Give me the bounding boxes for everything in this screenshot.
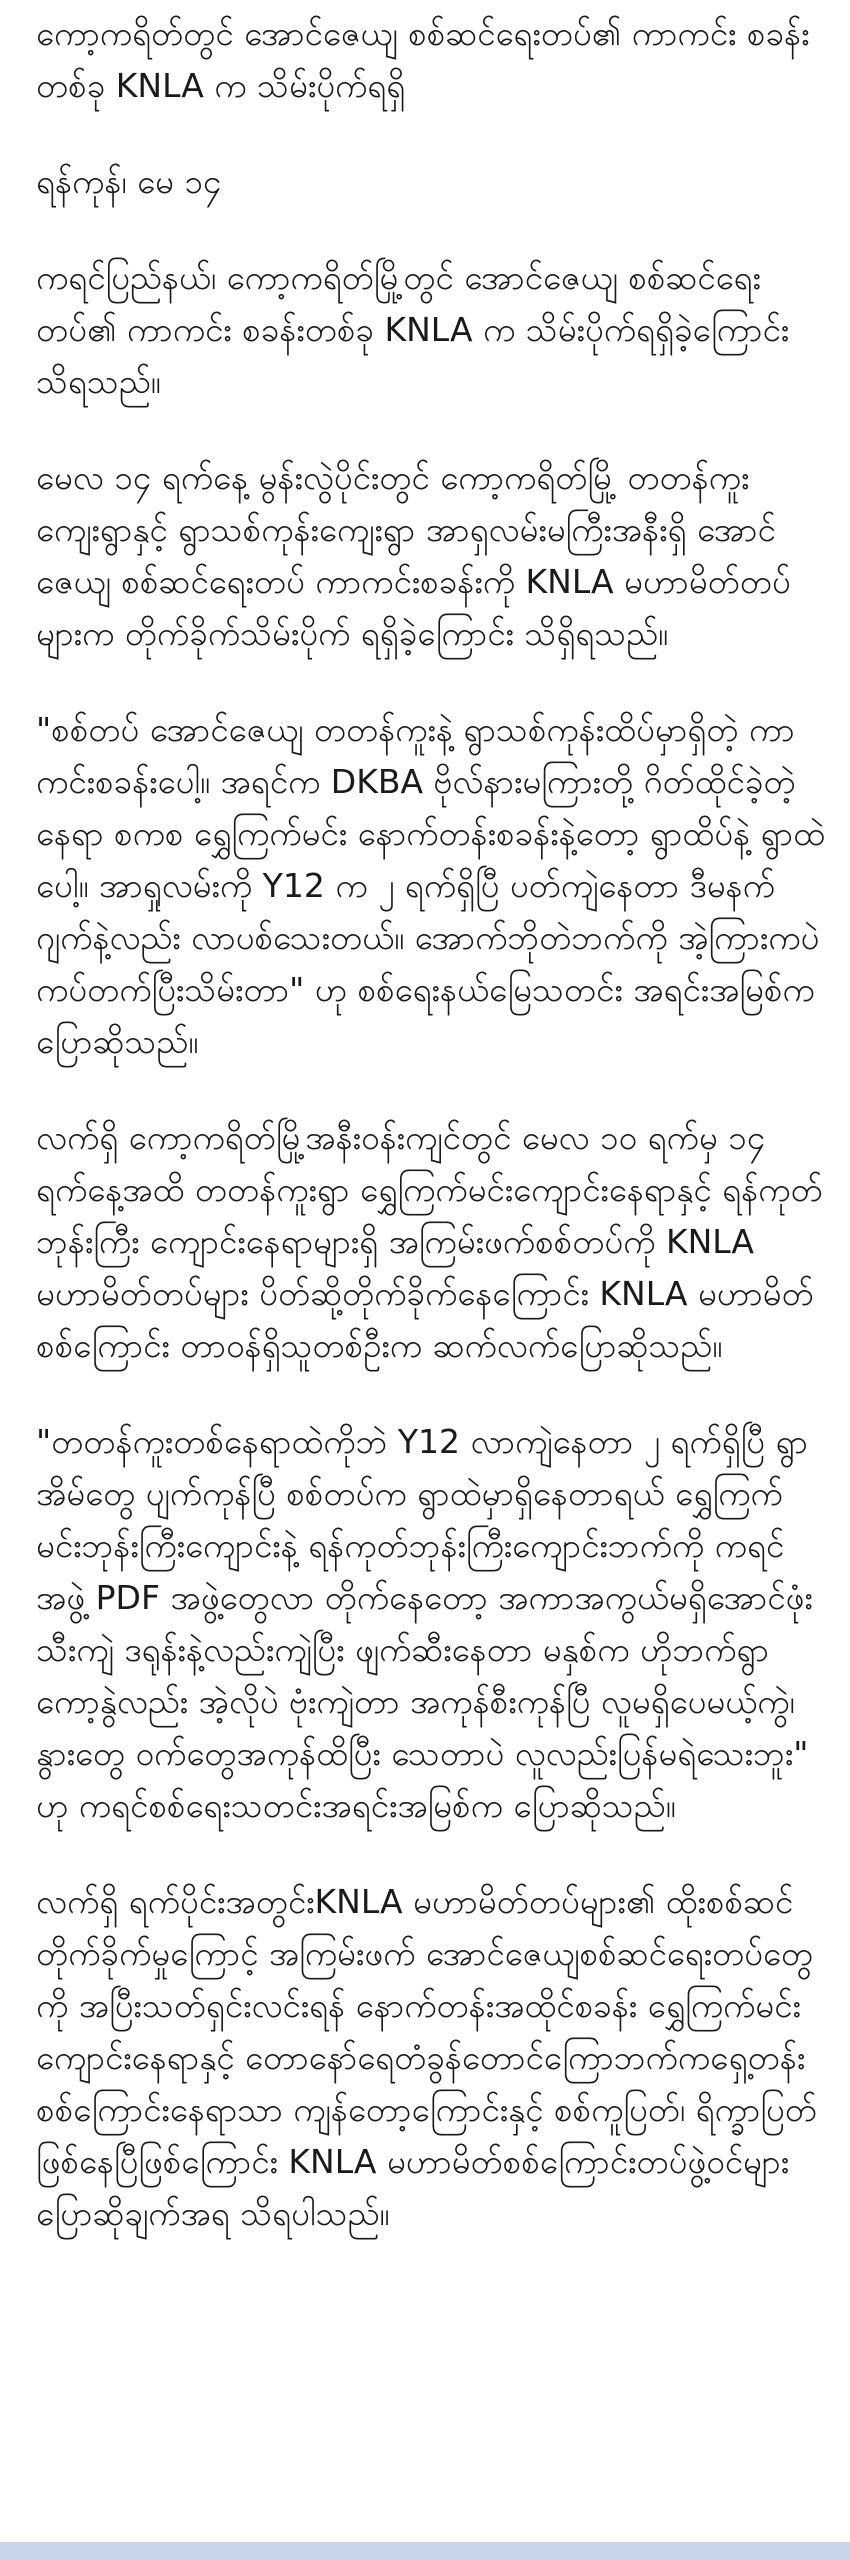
paragraph-2: မေလ ၁၄ ရက်နေ့ မွန်းလွဲပိုင်းတွင် ကော့ကရိတ်မြို့ တတန်ကူးကျေးရွာနှင့် ရွာသစ်ကုန်းကျေးရွာ အာရှလမ်းမကြီးအနီးရှိ အောင်ဇေယျ စစ်ဆင်ရေးတပ် ကာကင်းစခန်းကို KNLA မဟာမိတ်တပ်များက တိုက်ခိုက်သိမ်းပိုက် ရရှိခဲ့ကြောင်း သိရှိရသည်။ — [36, 458, 791, 653]
paragraph-4: လက်ရှိ ကော့ကရိတ်မြို့အနီးဝန်းကျင်တွင် မေလ ၁၀ ရက်မှ ၁၄ ရက်နေ့အထိ တတန်ကူးရွာ ရွှေကြက်မင်းကျောင်းနေရာနှင့် ရန်ကုတ်ဘုန်းကြီး ကျောင်းနေရာများရှိ အကြမ်းဖက်စစ်တပ်ကို KNLA မဟာမိတ်တပ်များ ပိတ်ဆို့တိုက်ခိုက်နေကြောင်း KNLA မဟာမိတ် စစ်ကြောင်း တာဝန်ရှိသူတစ်ဦးက ဆက်လက်ပြောဆိုသည်။ — [36, 1118, 823, 1365]
bottom-bar — [0, 2542, 850, 2560]
news-article — [36, 8, 826, 2284]
paragraph-5-quote: "တတန်ကူးတစ်နေရာထဲကိုဘဲ Y12 လာကျဲနေတာ ၂ ရက်ရှိပြီ ရွာအိမ်တွေ ပျက်ကုန်ပြီ စစ်တပ်က ရွာထဲမှာရှိနေတာရယ် ရွှေကြက်မင်းဘုန်းကြီးကျောင်းနဲ့ ရန်ကုတ်ဘုန်းကြီးကျောင်းဘက်ကို ကရင်အဖွဲ့ PDF အဖွဲ့တွေလာ တိုက်နေတော့ အကာအကွယ်မရှိအောင်ဖုံးသီးကျဲ ဒရုန်းနဲ့လည်းကျဲပြီး ဖျက်ဆီးနေတာ မနှစ်က ဟိုဘက်ရွာကော့နွဲလည်း အဲ့လိုပဲ ဗုံးကျဲတာ အကုန်စီးကုန်ပြီ လူမရှိပေမယ့်ကွဲ၊ နွားတွေ ဝက်တွေအကုန်ထိပြီး သေတာပဲ လူလည်းပြန်မရဲသေးဘူး" ဟု ကရင်စစ်ရေးသတင်းအရင်းအမြစ်က ပြောဆိုသည်။ — [36, 1422, 813, 1825]
paragraph-3-quote: "စစ်တပ် အောင်ဇေယျ တတန်ကူးနဲ့ ရွာသစ်ကုန်းထိပ်မှာရှိတဲ့ ကာကင်းစခန်းပေါ့။ အရင်က DKBA ဗိုလ်နားမကြားတို့ ဂိတ်ထိုင်ခဲ့တဲ့နေရာ စကစ ရွှေကြက်မင်း နောက်တန်းစခန်းနဲ့တော့ ရွာထိပ်နဲ့ ရွာထဲပေါ့။ အာရှုလမ်းကို Y12 က ၂ ရက်ရှိပြီ ပတ်ကျဲနေတာ ဒီမနက် ဂျက်နဲ့လည်း လာပစ်သေးတယ်။ အောက်ဘိုတဲဘက်ကို အဲ့ကြားကပဲ ကပ်တက်ပြီးသိမ်းတာ" ဟု စစ်ရေးနယ်မြေသတင်း အရင်းအမြစ်က ပြောဆိုသည်။ — [36, 710, 826, 1061]
paragraph-1: ကရင်ပြည်နယ်၊ ကော့ကရိတ်မြို့တွင် အောင်ဇေယျ စစ်ဆင်ရေးတပ်၏ ကာကင်း စခန်းတစ်ခု KNLA က သိမ်းပိုက်ရရှိခဲ့ကြောင်း သိရသည်။ — [36, 258, 790, 401]
headline: ကော့ကရိတ်တွင် အောင်ဇေယျ စစ်ဆင်ရေးတပ်၏ ကာကင်း စခန်းတစ်ခု KNLA က သိမ်းပိုက်ရရှိ — [36, 14, 810, 105]
dateline: ရန်ကုန်၊ မေ ၁၄ — [36, 162, 222, 201]
paragraph-6: လက်ရှိ ရက်ပိုင်းအတွင်းKNLA မဟာမိတ်တပ်များ၏ ထိုးစစ်ဆင်တိုက်ခိုက်မှုကြောင့် အကြမ်းဖက် အောင်ဇေယျစစ်ဆင်ရေးတပ်တွေကို အပြီးသတ်ရှင်းလင်းရန် နောက်တန်းအထိုင်စခန်း ရွှေကြက်မင်းကျောင်းနေရာနှင့် တောနော်ရေတံခွန်တောင်ကြောဘက်ကရှေ့တန်း စစ်ကြောင်းနေရာသာ ကျန်တော့ကြောင်းနှင့် စစ်ကူပြတ်၊ ရိက္ခာပြတ်ဖြစ်နေပြီဖြစ်ကြောင်း KNLA မဟာမိတ်စစ်ကြောင်းတပ်ဖွဲ့ဝင်များပြောဆိုချက်အရ သိရပါသည်။ — [36, 1882, 817, 2233]
